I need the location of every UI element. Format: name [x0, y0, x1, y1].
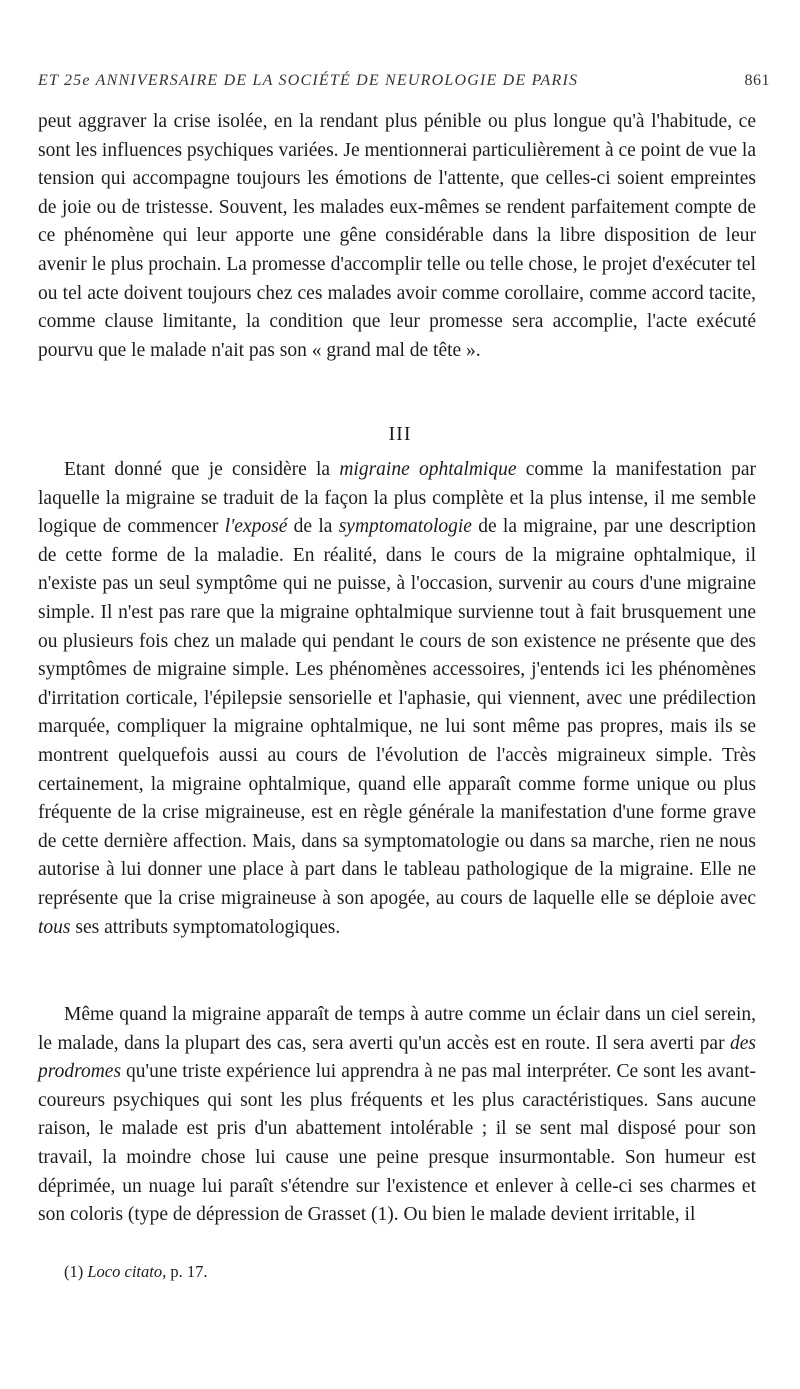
- paragraph-3-text: [38, 1001, 756, 1230]
- footnote-citation: Loco citato,: [87, 1262, 167, 1281]
- emphasis-migraine-ophtalmique: migraine ophtalmique: [339, 459, 517, 480]
- paragraph-2-segment: comme la manifestation par laquelle la migraine se traduit de la façon la plus complète et la plus intense, il me semble logique de commencer: [38, 459, 756, 538]
- emphasis-expose: l'exposé: [224, 516, 288, 538]
- paragraph-1-text: peut aggraver la crise isolée, en la rendant plus pénible ou plus longue qu'à l'habitude, ce sont les influences psychiques variées. Je mentionnerai particulièrement à ce point de vue la tension qui accompagne toujours les émotions de l'attente, que celles-ci soient empreintes de joie ou de tristesse. Souvent, les malades eux-mêmes se rendent parfaitement compte de ce phénomène qui leur apporte une gêne considérable dans la libre disposition de leur avenir le plus prochain. La promesse d'accomplir telle ou telle chose, le projet d'exécuter tel ou tel acte doivent toujours chez ces malades avoir comme corollaire, comme accord tacite, comme clause limitante, la condition que leur promesse sera accomplie, l'acte exécuté pourvu que le malade n'ait pas son « grand mal de tête ».: [38, 111, 756, 361]
- paragraph-2-segment: ses attributs symptomatologiques.: [70, 916, 341, 938]
- paragraph-3-segment: qu'une triste expérience lui apprendra à ne pas mal interpréter. Ce sont les avant-coureurs psychiques qui sont les plus fréquents et les plus caractéristiques. Sans aucune raison, le malade est pris d'un abattement intolérable ; il se sent mal disposé pour son travail, la moindre chose lui cause une peine presque insurmontable. Son humeur est déprimée, un nuage lui paraît s'étendre sur l'existence et enlever à celle-ci ses charmes et son coloris (type de dépression de Grasset (1). Ou bien le malade devient irritable, il: [38, 1061, 756, 1226]
- paragraph-3: [38, 1001, 756, 1230]
- section-heading: III: [388, 423, 412, 445]
- emphasis-des-prodromes: des prodromes: [38, 1032, 756, 1083]
- footnote-marker: (1): [64, 1262, 84, 1281]
- emphasis-symptomatologie: symptomatologie: [338, 516, 472, 538]
- paragraph-2: [38, 456, 756, 942]
- paragraph-2-segment: Etant donné que je considère la: [64, 459, 340, 480]
- footnote-page-ref: p. 17.: [166, 1262, 208, 1281]
- page-number: 861: [744, 72, 770, 89]
- emphasis-tous: tous: [38, 916, 71, 938]
- paragraph-2-segment: de la: [287, 516, 339, 538]
- paragraph-3-segment: Même quand la migraine apparaît de temps à autre comme un éclair dans un ciel serein, le malade, dans la plupart des cas, sera averti qu'un accès est en route. Il sera averti par: [38, 1004, 756, 1054]
- paragraph-2-text: [38, 456, 756, 942]
- running-title: ET 25e ANNIVERSAIRE DE LA SOCIÉTÉ DE NEUROLOGIE DE PARIS: [38, 72, 579, 89]
- paragraph-continuation: [38, 108, 756, 365]
- footnote: [64, 1262, 207, 1282]
- paragraph-2-segment: de la migraine, par une description de cette forme de la maladie. En réalité, dans le cours de la migraine ophtalmique, il n'existe pas un seul symptôme qui ne puisse, à l'occasion, survenir au cours d'une migraine simple. Il n'est pas rare que la migraine ophtalmique survienne tout à fait brusquement une ou plusieurs fois chez un malade qui pendant le cours de son existence ne présente que des symptômes de migraine simple. Les phénomènes accessoires, j'entends ici les phénomènes d'irritation corticale, l'épilepsie sensorielle et l'aphasie, qui viennent, avec une prédilection marquée, compliquer la migraine ophtalmique, ne lui sont même pas propres, mais ils se montrent quelquefois aussi au cours de l'évolution de l'accès migraineux simple. Très certainement, la migraine ophtalmique, quand elle apparaît comme forme unique ou plus fréquente de la crise migraineuse, est en règle générale la manifestation d'une forme grave de cette dernière affection. Mais, dans sa symptomatologie ou dans sa marche, rien ne nous autorise à lui donner une place à part dans le tableau pathologique de la migraine. Elle ne représente que la crise migraineuse à son apogée, au cours de laquelle elle se déploie avec: [38, 516, 756, 909]
- running-header: [38, 72, 770, 90]
